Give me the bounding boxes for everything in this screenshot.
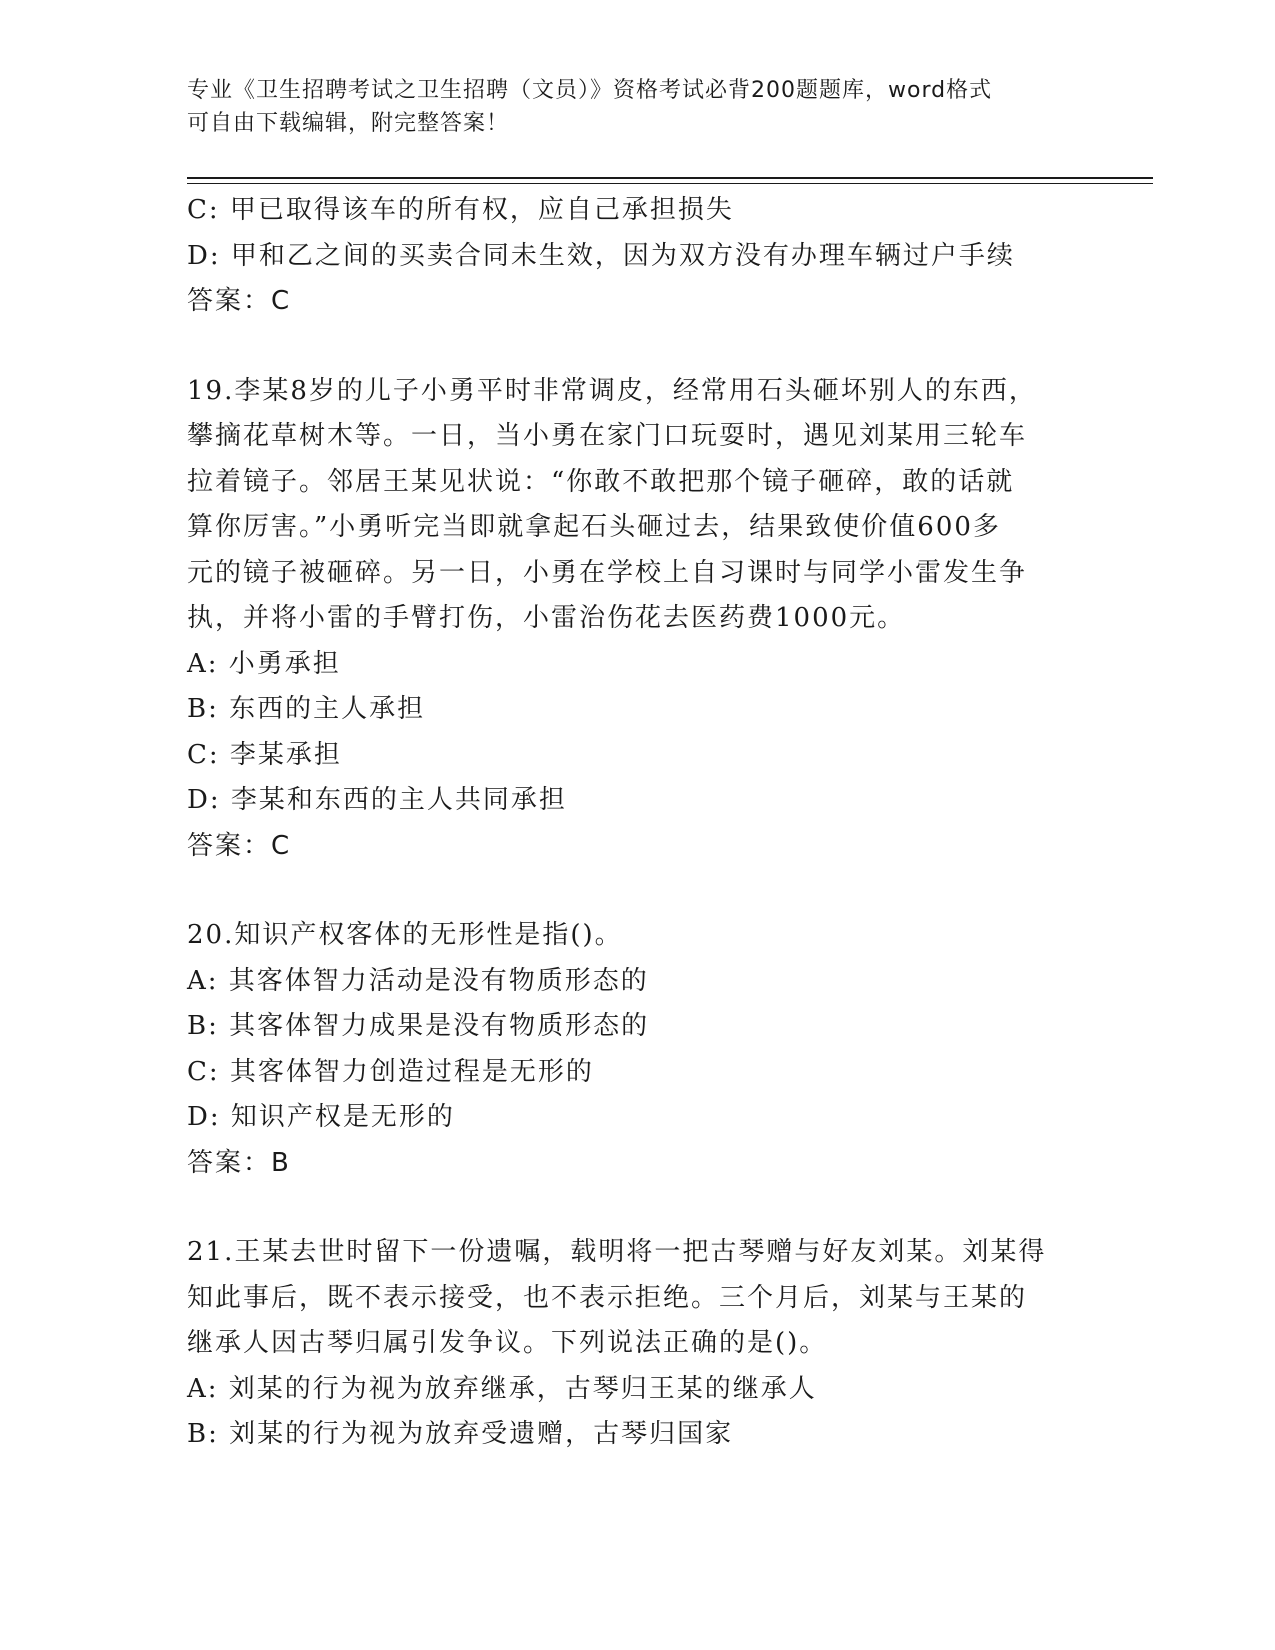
option-d: D: 李某和东西的主人共同承担 [187, 785, 567, 815]
answer-line: 答案：B [187, 1147, 291, 1178]
option-a: A: 小勇承担 [187, 648, 341, 679]
question-stem-line: 21.王某去世时留下一份遗嘱，载明将一把古琴赠与好友刘某。刘某得 [187, 1237, 1047, 1267]
spacer [187, 1186, 1087, 1230]
question-18-continued [187, 188, 1087, 325]
question-stem-line: 算你厉害。”小勇听完当即就拿起石头砸过去，结果致使价值600多 [187, 512, 1001, 542]
question-21 [187, 1230, 1087, 1458]
option-c: C: 李某承担 [187, 739, 342, 770]
option-c: C: 其客体智力创造过程是无形的 [187, 1056, 594, 1087]
option-d: D: 甲和乙之间的买卖合同未生效，因为双方没有办理车辆过户手续 [187, 240, 1015, 271]
answer-line: 答案：C [187, 830, 292, 861]
question-stem-line: 执，并将小雷的手臂打伤，小雷治伤花去医药费1000元。 [187, 603, 906, 633]
question-stem-line: 19.李某8岁的儿子小勇平时非常调皮，经常用石头砸坏别人的东西， [187, 375, 1037, 406]
spacer [187, 869, 1087, 913]
spacer [187, 325, 1087, 369]
document-body [187, 188, 1087, 1458]
question-stem-line: 20.知识产权客体的无形性是指()。 [187, 920, 623, 950]
option-b: B: 刘某的行为视为放弃受遗赠，古琴归国家 [187, 1419, 734, 1449]
header-divider-thick [187, 177, 1153, 179]
option-d: D: 知识产权是无形的 [187, 1102, 455, 1132]
option-a: A: 其客体智力活动是没有物质形态的 [187, 965, 649, 996]
option-a: A: 刘某的行为视为放弃继承，古琴归王某的继承人 [187, 1373, 817, 1404]
question-20 [187, 913, 1087, 1186]
option-c: C: 甲已取得该车的所有权，应自己承担损失 [187, 195, 734, 225]
question-stem-line: 拉着镜子。邻居王某见状说：“你敢不敢把那个镜子砸碎，敢的话就 [187, 466, 1015, 497]
option-b: B: 东西的主人承担 [187, 694, 426, 724]
question-stem-line: 元的镜子被砸碎。另一日，小勇在学校上自习课时与同学小雷发生争 [187, 557, 1028, 588]
header-line-2: 可自由下载编辑，附完整答案！ [187, 111, 510, 136]
question-stem-line: 知此事后，既不表示接受，也不表示拒绝。三个月后，刘某与王某的 [187, 1282, 1028, 1313]
header-line-1: 专业《卫生招聘考试之卫生招聘（文员）》资格考试必背200题题库，word格式 [187, 78, 993, 103]
answer-line: 答案：C [187, 286, 292, 316]
option-b: B: 其客体智力成果是没有物质形态的 [187, 1011, 650, 1041]
question-stem-line: 攀摘花草树木等。一日，当小勇在家门口玩耍时，遇见刘某用三轮车 [187, 421, 1028, 451]
header-divider-thin [187, 183, 1153, 184]
question-stem-line: 继承人因古琴归属引发争议。下列说法正确的是()。 [187, 1328, 828, 1358]
document-header [187, 74, 1087, 140]
question-19 [187, 369, 1087, 870]
